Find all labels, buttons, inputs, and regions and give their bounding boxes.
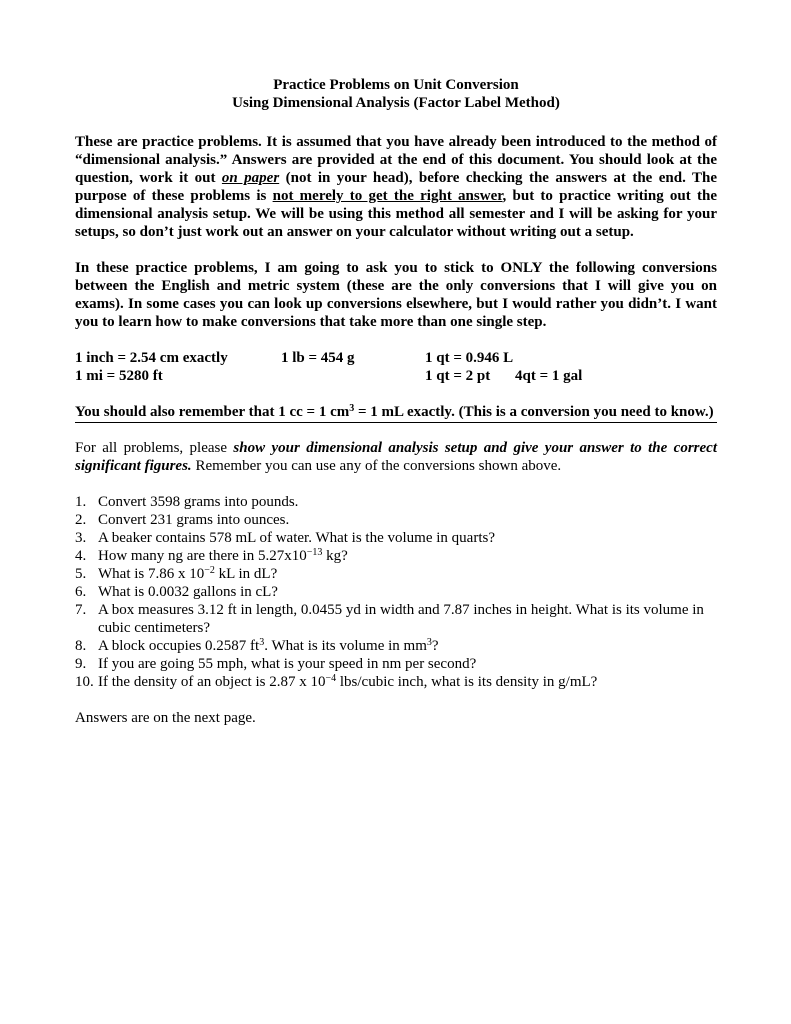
question-text-a: What is 7.86 x 10 (98, 566, 205, 582)
question-exponent-2: 3 (426, 637, 432, 648)
question-item (75, 529, 717, 547)
remember-note (75, 403, 717, 423)
question-item (75, 511, 717, 529)
remember-text-a: You should also remember that 1 cc = 1 cm (75, 404, 350, 420)
remember-text-b: = 1 mL exactly. (This is a conversion you need to know.) (354, 404, 714, 420)
question-number: 8. (75, 638, 87, 654)
conversion-lb-g: 1 lb = 454 g (281, 350, 355, 366)
question-text-b: kg? (322, 548, 348, 564)
answers-next-page-note: Answers are on the next page. (75, 710, 256, 726)
question-number: 4. (75, 548, 87, 564)
question-text: A box measures 3.12 ft in length, 0.0455 yd in width and 7.87 inches in height. What is its volume in cubic centimeters? (98, 602, 704, 636)
question-number: 10. (75, 674, 94, 690)
title-line-2: Using Dimensional Analysis (Factor Label Method) (232, 95, 560, 111)
question-item (75, 583, 717, 601)
instructions-text-a: For all problems, please (75, 440, 234, 456)
question-exponent: −13 (306, 547, 323, 558)
question-number: 5. (75, 566, 87, 582)
question-item (75, 565, 717, 583)
question-item (75, 493, 717, 511)
question-text: Convert 231 grams into ounces. (98, 512, 290, 528)
question-item (75, 601, 717, 637)
instructions-paragraph (75, 439, 717, 475)
intro-text-c: , but to practice writing out the dimensional analysis setup. We will be using this method all semester and I will be asking for your setups, so don’t just work out an answer on your calculator without writing out a setup. (75, 188, 718, 240)
document-title (75, 76, 717, 112)
question-item (75, 655, 717, 673)
question-list (75, 493, 717, 691)
remember-superscript: 3 (349, 403, 355, 414)
question-text: What is 0.0032 gallons in cL? (98, 584, 278, 600)
conversion-mi-ft: 1 mi = 5280 ft (75, 368, 163, 384)
question-text-c: ? (431, 638, 439, 654)
question-text-a: A block occupies 0.2587 ft (98, 638, 260, 654)
instructions-text-b: Remember you can use any of the conversions shown above. (191, 458, 562, 474)
not-merely-emphasis: not merely to get the right answer (272, 188, 503, 204)
document-page (75, 76, 717, 727)
title-line-1: Practice Problems on Unit Conversion (273, 77, 519, 93)
conversion-qt-l: 1 qt = 0.946 L (425, 350, 514, 366)
question-number: 9. (75, 656, 87, 672)
question-text-b: . What is its volume in mm (264, 638, 427, 654)
question-text-a: How many ng are there in 5.27x10 (98, 548, 307, 564)
conversions-paragraph: In these practice problems, I am going to ask you to stick to ONLY the following conversions between the English and metric system (these are the only conversions that I will give you on exams). In some cases you can look up conversions elsewhere, but I would rather you didn’t. I want you to learn how to make conversions that take more than one single step. (75, 260, 717, 330)
intro-text-a: These are practice problems. It is assumed that you have already been introduced to the method of “dimensional analysis.” Answers are provided at the end of this document. You should look at the question, work it out (75, 134, 717, 186)
question-number: 1. (75, 494, 87, 510)
question-exponent: 3 (259, 637, 265, 648)
question-number: 3. (75, 530, 87, 546)
question-text: If you are going 55 mph, what is your speed in nm per second? (98, 656, 477, 672)
on-paper-emphasis: on paper (221, 170, 280, 186)
conversion-qt-gal: 4qt = 1 gal (515, 368, 583, 384)
intro-text-b: (not in your head), before checking the answers at the end. The purpose of these problems is (75, 170, 717, 204)
question-number: 2. (75, 512, 87, 528)
intro-paragraph (75, 133, 717, 241)
question-text: Convert 3598 grams into pounds. (98, 494, 299, 510)
question-exponent: −4 (325, 673, 337, 684)
question-text-b: kL in dL? (214, 566, 278, 582)
question-exponent: −2 (204, 565, 215, 576)
question-number: 6. (75, 584, 87, 600)
question-item (75, 637, 717, 655)
conversion-table (75, 349, 717, 385)
question-number: 7. (75, 602, 87, 618)
instructions-emphasis: show your dimensional analysis setup and give your answer to the correct significant figures. (75, 440, 717, 474)
question-text-b: lbs/cubic inch, what is its density in g/mL? (336, 674, 598, 690)
conversion-inch-cm: 1 inch = 2.54 cm exactly (75, 350, 228, 366)
question-text-a: If the density of an object is 2.87 x 10 (98, 674, 326, 690)
conversion-qt-pt: 1 qt = 2 pt (425, 368, 491, 384)
question-item (75, 547, 717, 565)
question-item (75, 673, 717, 691)
question-text: A beaker contains 578 mL of water. What is the volume in quarts? (98, 530, 495, 546)
